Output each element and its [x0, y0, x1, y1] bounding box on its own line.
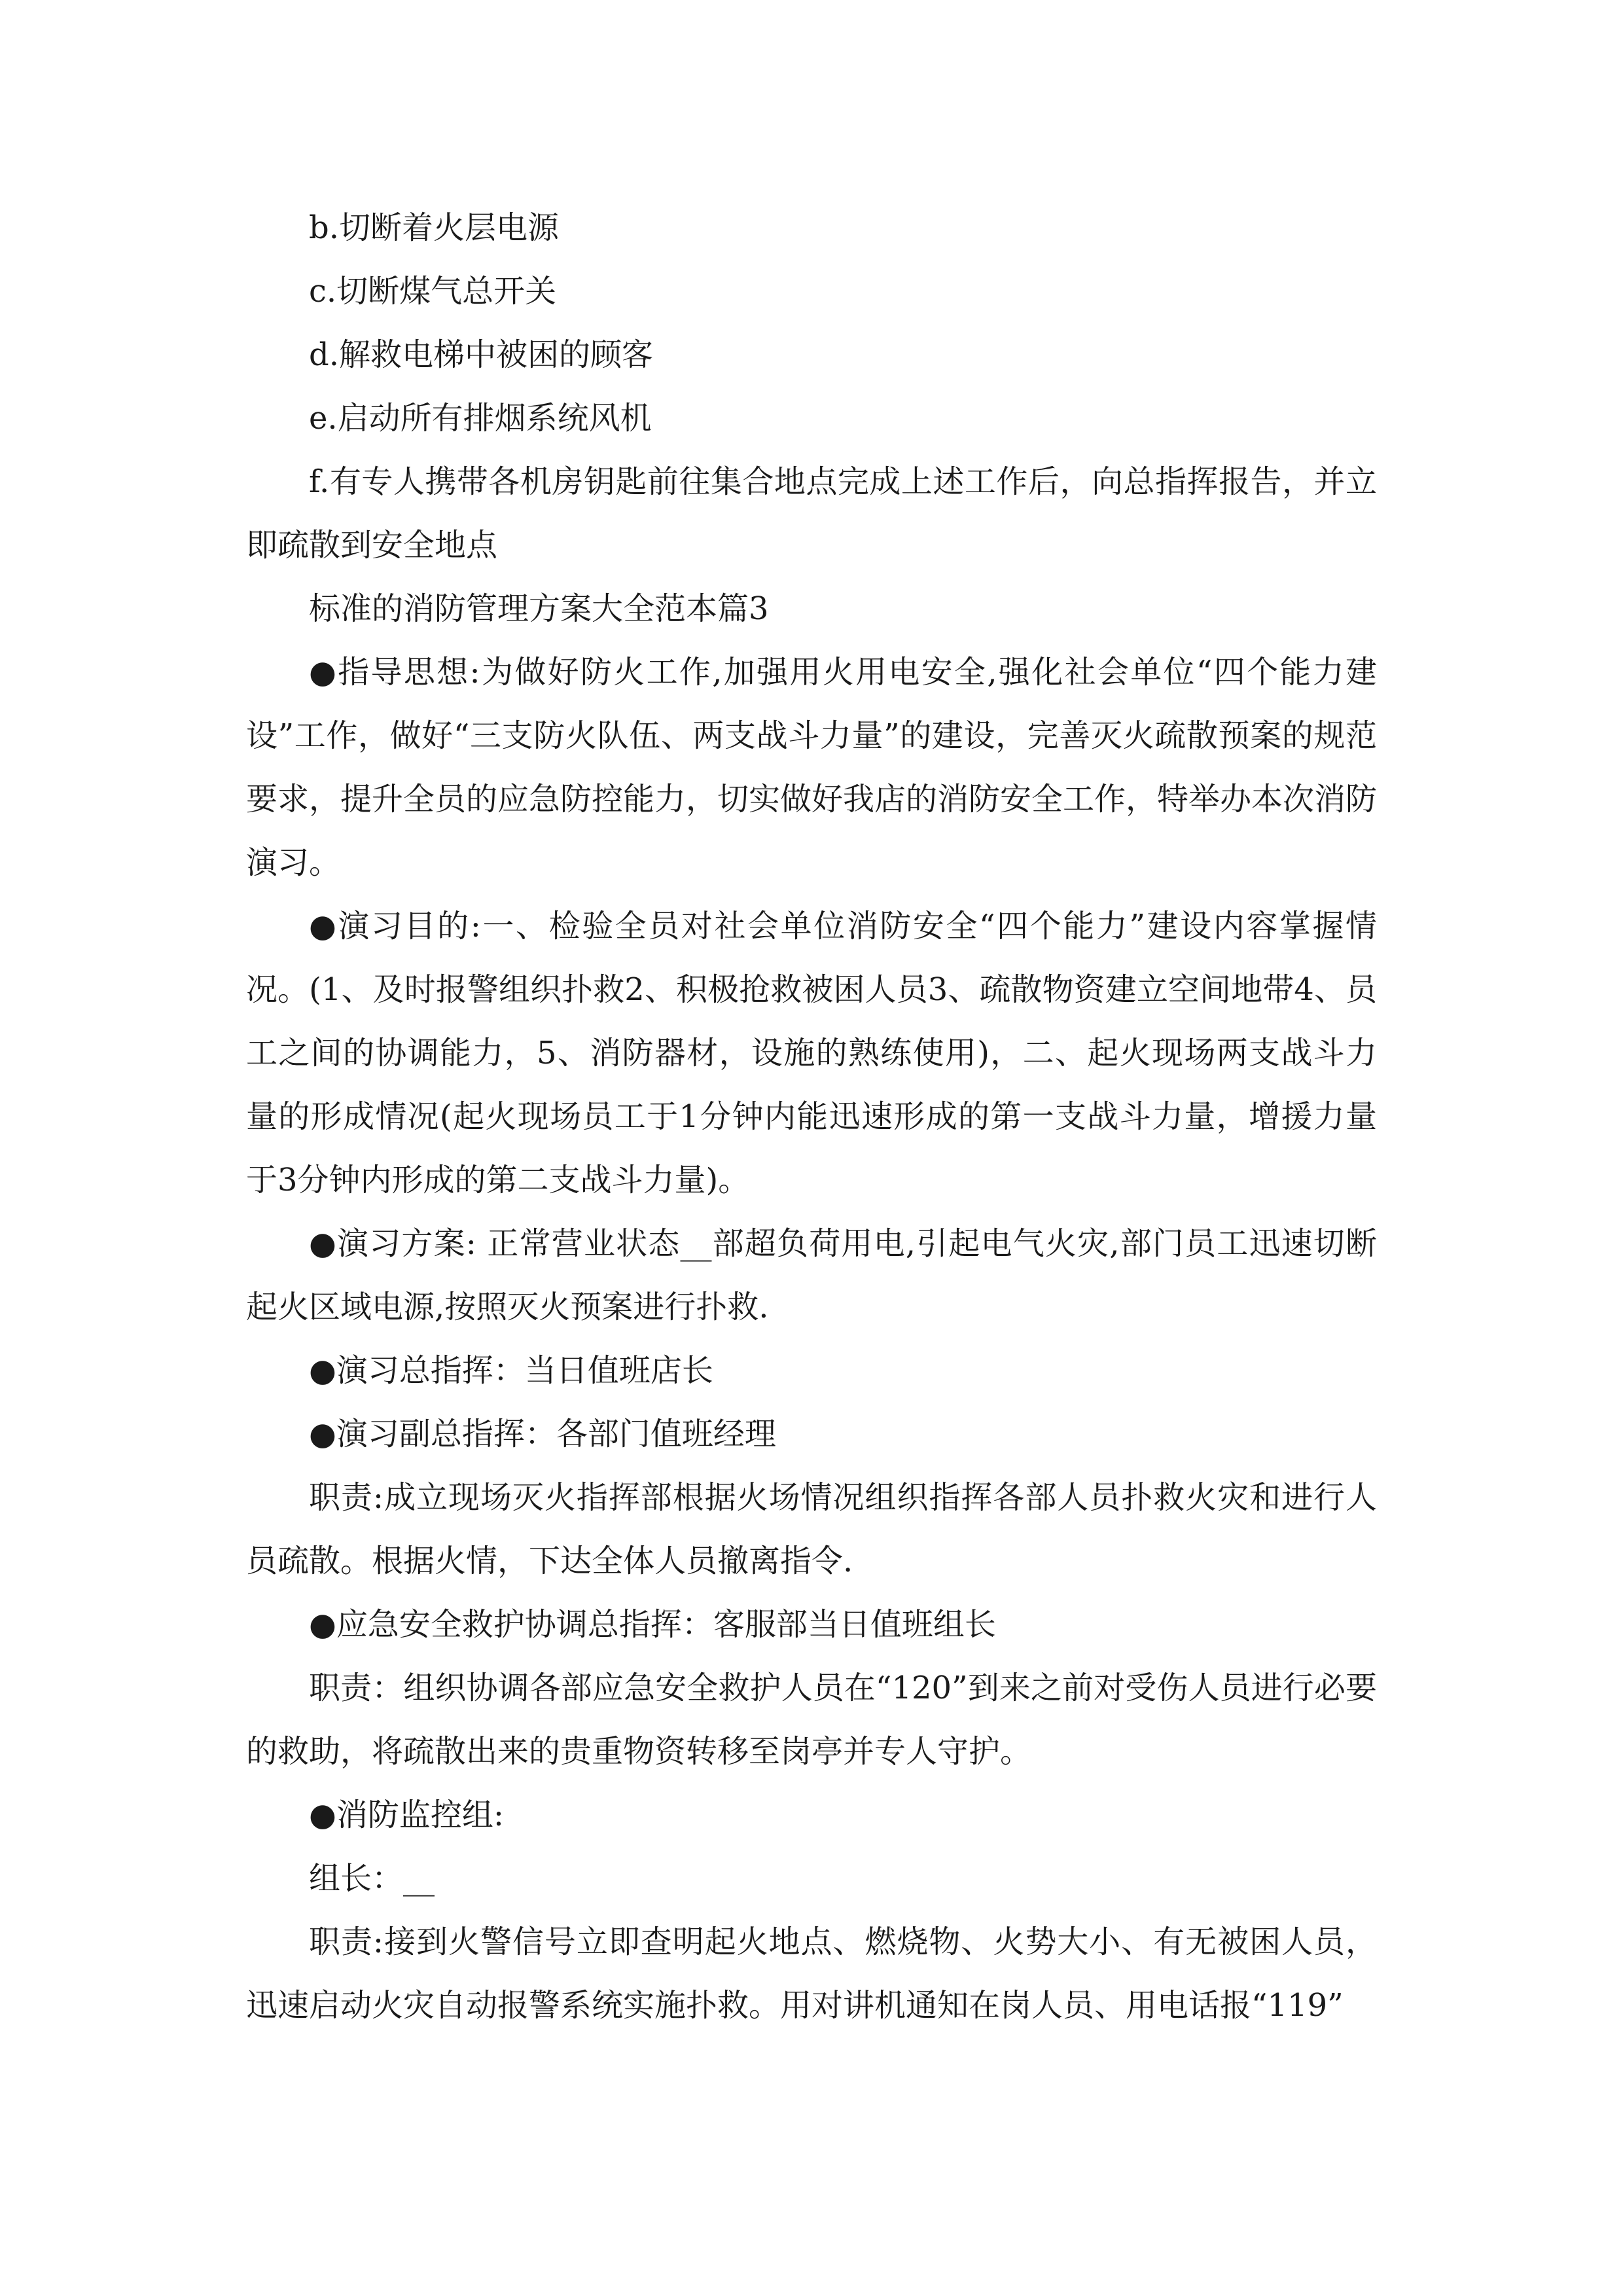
guiding-principle-paragraph: ●指导思想:为做好防火工作,加强用火用电安全,强化社会单位“四个能力建设”工作，做好“三支防火队伍、两支战斗力量”的建设，完善灭火疏散预案的规范要求，提升全员的应急防控能力，切实做好我店的消防安全工作，特举办本次消防演习。: [246, 654, 1378, 881]
duties-paragraph-3: 职责:接到火警信号立即查明起火地点、燃烧物、火势大小、有无被困人员，迅速启动火灾自动报警系统实施扑救。用对讲机通知在岗人员、用电话报“119”: [246, 1924, 1377, 2024]
drill-plan-paragraph: ●演习方案: 正常营业状态__部超负荷用电,引起电气火灾,部门员工迅速切断起火区域电源,按照灭火预案进行扑救.: [246, 1225, 1377, 1325]
drill-objective-paragraph: ●演习目的:一、检验全员对社会单位消防安全“四个能力”建设内容掌握情况。(1、及时报警组织扑救2、积极抢救被困人员3、疏散物资建立空间地带4、员工之间的协调能力，5、消防器材，设施的熟练使用)，二、起火现场两支战斗力量的形成情况(起火现场员工于1分钟内能迅速形成的第一支战斗力量，增援力量于3分钟内形成的第二支战斗力量)。: [246, 908, 1377, 1198]
list-item-b: b.切断着火层电源: [309, 209, 559, 246]
list-item-d: d.解救电梯中被困的顾客: [309, 336, 653, 373]
rescue-coordinator-paragraph: ●应急安全救护协调总指挥：客服部当日值班组长: [309, 1606, 996, 1643]
fire-monitoring-group-paragraph: ●消防监控组:: [309, 1797, 505, 1833]
list-item-f: f.有专人携带各机房钥匙前往集合地点完成上述工作后，向总指挥报告，并立即疏散到安全地点: [246, 463, 1377, 564]
document-body: [246, 196, 1377, 2037]
duties-paragraph-2: 职责：组织协调各部应急安全救护人员在“120”到来之前对受伤人员进行必要的救助，将疏散出来的贵重物资转移至岗亭并专人守护。: [246, 1670, 1377, 1770]
chief-commander-paragraph: ●演习总指挥：当日值班店长: [309, 1352, 713, 1389]
group-leader-paragraph: 组长：__: [309, 1860, 435, 1897]
deputy-commander-paragraph: ●演习副总指挥：各部门值班经理: [309, 1416, 776, 1452]
list-item-c: c.切断煤气总开关: [309, 273, 557, 310]
section-heading: 标准的消防管理方案大全范本篇3: [309, 590, 769, 627]
duties-paragraph-1: 职责:成立现场灭火指挥部根据火场情况组织指挥各部人员扑救火灾和进行人员疏散。根据火情，下达全体人员撤离指令.: [246, 1479, 1377, 1579]
list-item-e: e.启动所有排烟系统风机: [309, 400, 652, 437]
